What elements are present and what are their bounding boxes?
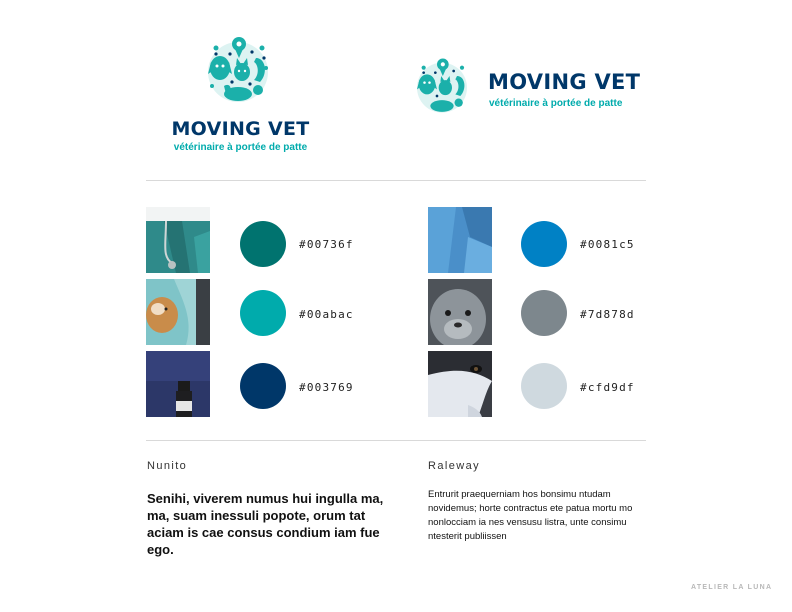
primary-font-name: Nunito <box>147 460 188 472</box>
photo-husky <box>428 351 492 417</box>
photo-blue-scrubs <box>428 207 492 273</box>
color-hex-label: #00736f <box>299 238 354 251</box>
logo-horizontal <box>412 54 652 120</box>
photo-vet-scrubs <box>146 207 210 273</box>
color-hex-label: #0081c5 <box>580 238 635 251</box>
pets-logo-icon <box>202 34 274 106</box>
color-hex-label: #cfd9df <box>580 381 635 394</box>
brand-name: MOVING VET <box>488 70 641 94</box>
color-swatch-grey <box>521 290 567 336</box>
pets-logo-icon <box>412 56 472 116</box>
color-swatch-teal-dark <box>240 221 286 267</box>
secondary-font-name: Raleway <box>428 460 480 472</box>
brand-tagline: vétérinaire à portée de patte <box>489 98 623 109</box>
photo-hamster <box>146 279 210 345</box>
secondary-font-sample: Entrurit praequerniam hos bonsimu ntudam novidemus; horte contractus ete patua mortu mo nonlocciam ia nes vensusu listra, unte consimu ntesterit publiissen <box>428 489 633 542</box>
color-hex-label: #7d878d <box>580 308 635 321</box>
color-hex-label: #00abac <box>299 308 354 321</box>
studio-watermark: ATELIER LA LUNA <box>691 584 773 591</box>
divider <box>146 180 646 181</box>
brand-tagline: vétérinaire à portée de patte <box>173 142 308 153</box>
divider <box>146 440 646 441</box>
color-swatch-teal-bright <box>240 290 286 336</box>
color-swatch-light-grey <box>521 363 567 409</box>
brand-name: MOVING VET <box>171 118 310 140</box>
color-swatch-navy <box>240 363 286 409</box>
photo-medicine-bottle <box>146 351 210 417</box>
color-hex-label: #003769 <box>299 381 354 394</box>
color-swatch-blue <box>521 221 567 267</box>
photo-seal-pup <box>428 279 492 345</box>
primary-font-sample: Senihi, viverem numus hui ingulla ma, ma, suam inessuli popote, orum tat aciam is cae consus condium iam fue ego. <box>147 491 384 557</box>
logo-stacked <box>168 34 313 156</box>
